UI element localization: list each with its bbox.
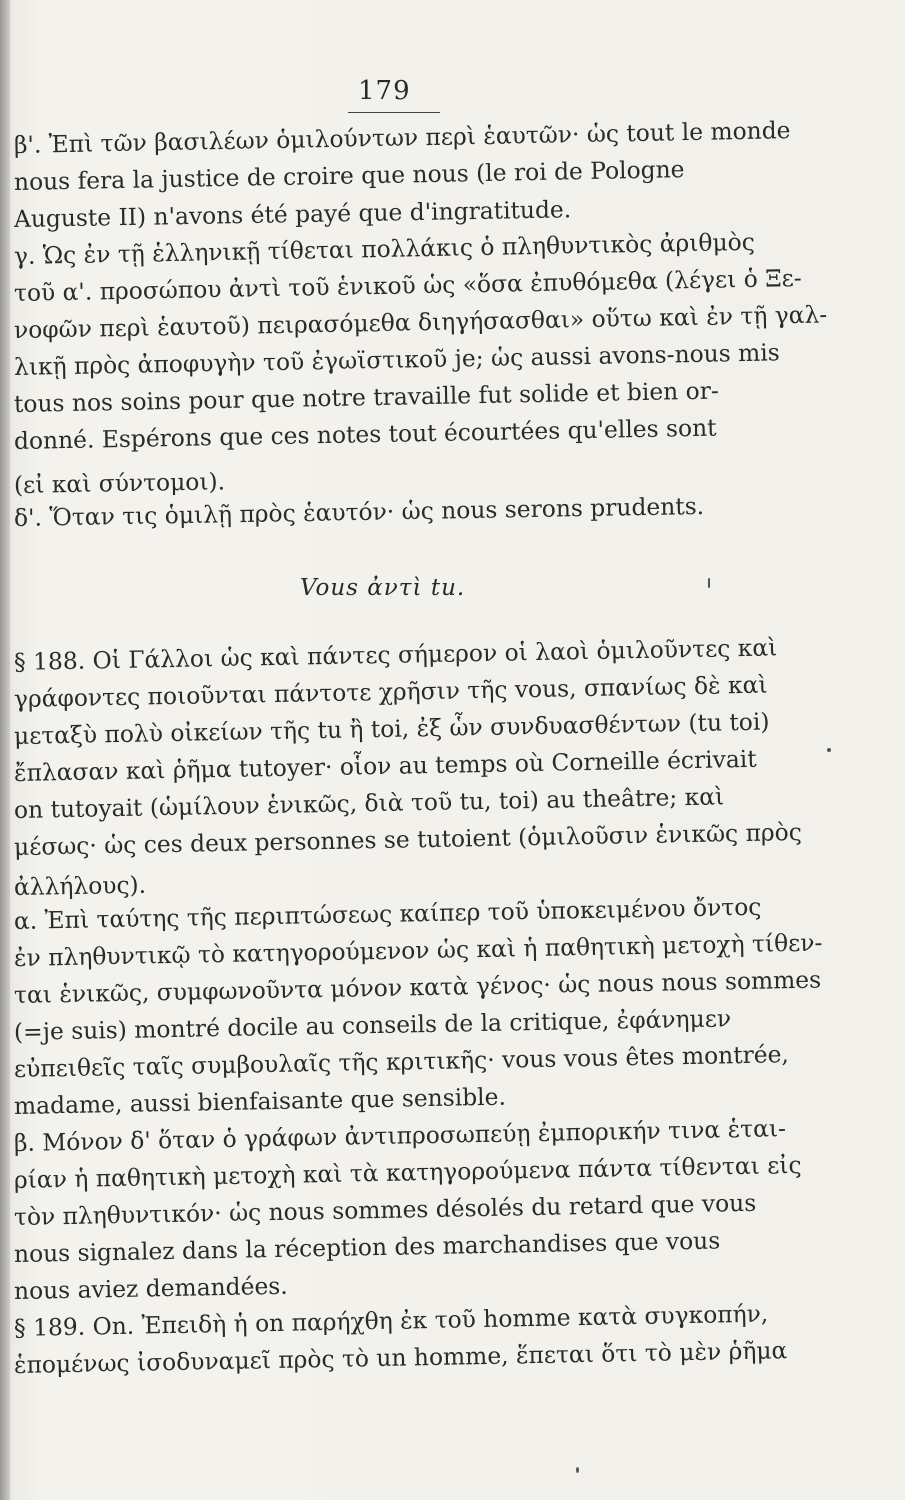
text-line: (=je suis) montré docile au conseils de la critique, ἐφάνημεν	[13, 1004, 732, 1046]
text-line: νοφῶν περὶ ἑαυτοῦ) πειρασόμεθα διηγήσασθαι» οὕτω καὶ ἐν τῇ γαλ-	[13, 300, 828, 344]
text-line: nous signalez dans la réception des marchandises que vous	[13, 1226, 721, 1268]
text-line: τοῦ α'. προσώπου ἀντὶ τοῦ ἑνικοῦ ὡς «ὅσα ἐπυθόμεθα (λέγει ὁ Ξε-	[13, 263, 802, 307]
text-line: ρίαν ἡ παθητικὴ μετοχὴ καὶ τὰ κατηγορούμενα πάντα τίθενται εἰς	[13, 1150, 802, 1194]
text-line: δ'. Ὅταν τις ὁμιλῇ πρὸς ἑαυτόν· ὡς nous serons prudents.	[13, 491, 705, 532]
text-line: τὸν πληθυντικόν· ὡς nous sommes désolés du retard que vous	[13, 1188, 757, 1231]
book-gutter	[0, 0, 10, 1500]
text-line: λικῇ πρὸς ἀποφυγὴν τοῦ ἐγωϊστικοῦ je; ὡς aussi avons-nous mis	[13, 338, 781, 381]
text-line: γράφοντες ποιοῦνται πάντοτε χρῆσιν τῆς vous, σπανίως δὲ καὶ	[13, 670, 768, 713]
text-line: nous aviez demandées.	[13, 1271, 288, 1305]
page-number: 179	[358, 76, 411, 106]
text-line: madame, aussi bienfaisante que sensible.	[13, 1082, 507, 1120]
text-line: Auguste II) n'avons été payé que d'ingratitude.	[13, 195, 572, 233]
text-line: donné. Espérons que ces notes tout écourtées qu'elles sont	[13, 413, 717, 455]
text-line: ται ἑνικῶς, συμφωνοῦντα μόνον κατὰ γένος· ὡς nous nous sommes	[13, 965, 822, 1009]
text-line: α. Ἐπὶ ταύτης τῆς περιπτώσεως καίπερ τοῦ ὑποκειμένου ὄντος	[13, 892, 762, 935]
text-line: tous nos soins pour que notre travaille fut solide et bien or-	[13, 376, 720, 418]
ink-speck	[576, 1467, 579, 1473]
text-line: on tutoyait (ὡμίλουν ἑνικῶς, διὰ τοῦ tu, toi) au theâtre; καὶ	[13, 782, 725, 824]
header-rule	[348, 112, 440, 113]
text-line: ἐν πληθυντικῷ τὸ κατηγορούμενον ὡς καὶ ἡ παθητικὴ μετοχὴ τίθεν-	[13, 928, 823, 972]
text-line: μέσως· ὡς ces deux personnes se tutoient (ὁμιλοῦσιν ἑνικῶς πρὸς	[13, 817, 803, 861]
ink-speck	[708, 578, 710, 588]
text-line: nous fera la justice de croire que nous (le roi de Pologne	[13, 155, 685, 196]
section-heading: Vous ἀντὶ tu.	[300, 575, 466, 601]
text-line: ἑπομένως ἰσοδυναμεῖ πρὸς τὸ un homme, ἕπεται ὅτι τὸ μὲν ῥῆμα	[13, 1336, 788, 1379]
text-line: γ. Ὡς ἐν τῇ ἑλληνικῇ τίθεται πολλάκις ὁ πληθυντικὸς ἀριθμὸς	[13, 227, 756, 270]
text-line: § 189. On. Ἐπειδὴ ἡ on παρήχθη ἐκ τοῦ homme κατὰ συγκοπήν,	[13, 1299, 769, 1342]
text-line: ἀλλήλους).	[13, 870, 147, 901]
text-line: (εἰ καὶ σύντομοι).	[13, 467, 226, 499]
text-line: β. Μόνον δ' ὅταν ὁ γράφων ἀντιπροσωπεύῃ ἐμπορικήν τινα ἑται-	[13, 1114, 787, 1157]
text-line: μεταξὺ πολὺ οἰκείων τῆς tu ἢ toi, ἐξ ὧν συνδυασθέντων (tu toi)	[13, 707, 770, 750]
ink-speck	[827, 748, 831, 752]
text-line: § 188. Οἱ Γάλλοι ὡς καὶ πάντες σήμερον οἱ λαοὶ ὁμιλοῦντες καὶ	[13, 633, 778, 676]
text-line: β'. Ἐπὶ τῶν βασιλέων ὁμιλούντων περὶ ἑαυτῶν· ὡς tout le monde	[13, 116, 791, 159]
text-line: εὐπειθεῖς ταῖς συμβουλαῖς τῆς κριτικῆς· vous vous êtes montrée,	[13, 1040, 790, 1083]
text-line: ἔπλασαν καὶ ῥῆμα tutoyer· οἷον au temps où Corneille écrivait	[13, 744, 757, 787]
